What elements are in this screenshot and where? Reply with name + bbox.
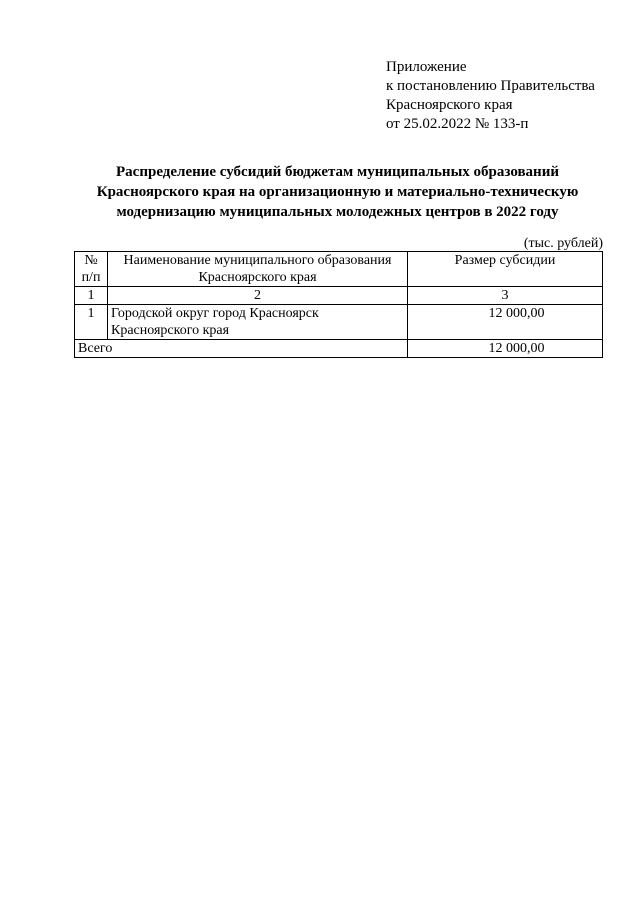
row-amount-cell: 12 000,00 <box>408 305 603 340</box>
column-number-1: 1 <box>75 287 108 305</box>
header-name-line1: Наименование муниципального образования <box>123 253 392 268</box>
row-name-line2: Красноярского края <box>111 323 230 338</box>
column-number-row <box>75 287 603 305</box>
subsidy-table <box>74 251 603 358</box>
header-line-date-number: от 25.02.2022 № 133-п <box>386 116 529 132</box>
total-label-cell: Всего <box>75 340 408 358</box>
document-title <box>70 162 605 222</box>
header-num-line1: № <box>84 253 98 268</box>
title-line-3: модернизацию муниципальных молодежных центров в 2022 году <box>116 204 559 220</box>
header-line-resolution: к постановлению Правительства <box>386 78 595 94</box>
header-line-appendix: Приложение <box>386 59 467 75</box>
table-row <box>75 305 603 340</box>
header-line-region: Красноярского края <box>386 97 513 113</box>
row-name-cell <box>108 305 408 340</box>
total-amount-cell: 12 000,00 <box>408 340 603 358</box>
header-num-cell <box>75 252 108 287</box>
row-name-line1: Городской округ город Красноярск <box>111 306 319 321</box>
column-number-2: 2 <box>108 287 408 305</box>
column-number-3: 3 <box>408 287 603 305</box>
row-num-cell: 1 <box>75 305 108 340</box>
header-amount-cell: Размер субсидии <box>408 252 603 287</box>
approval-header <box>386 58 595 134</box>
table-header-row <box>75 252 603 287</box>
title-line-2: Красноярского края на организационную и материально-техническую <box>96 184 579 200</box>
header-name-line2: Красноярского края <box>198 270 317 285</box>
header-name-cell <box>108 252 408 287</box>
total-row <box>75 340 603 358</box>
header-num-line2: п/п <box>81 270 101 285</box>
title-line-1: Распределение субсидий бюджетам муниципальных образований <box>116 164 559 180</box>
unit-note: (тыс. рублей) <box>523 236 603 251</box>
